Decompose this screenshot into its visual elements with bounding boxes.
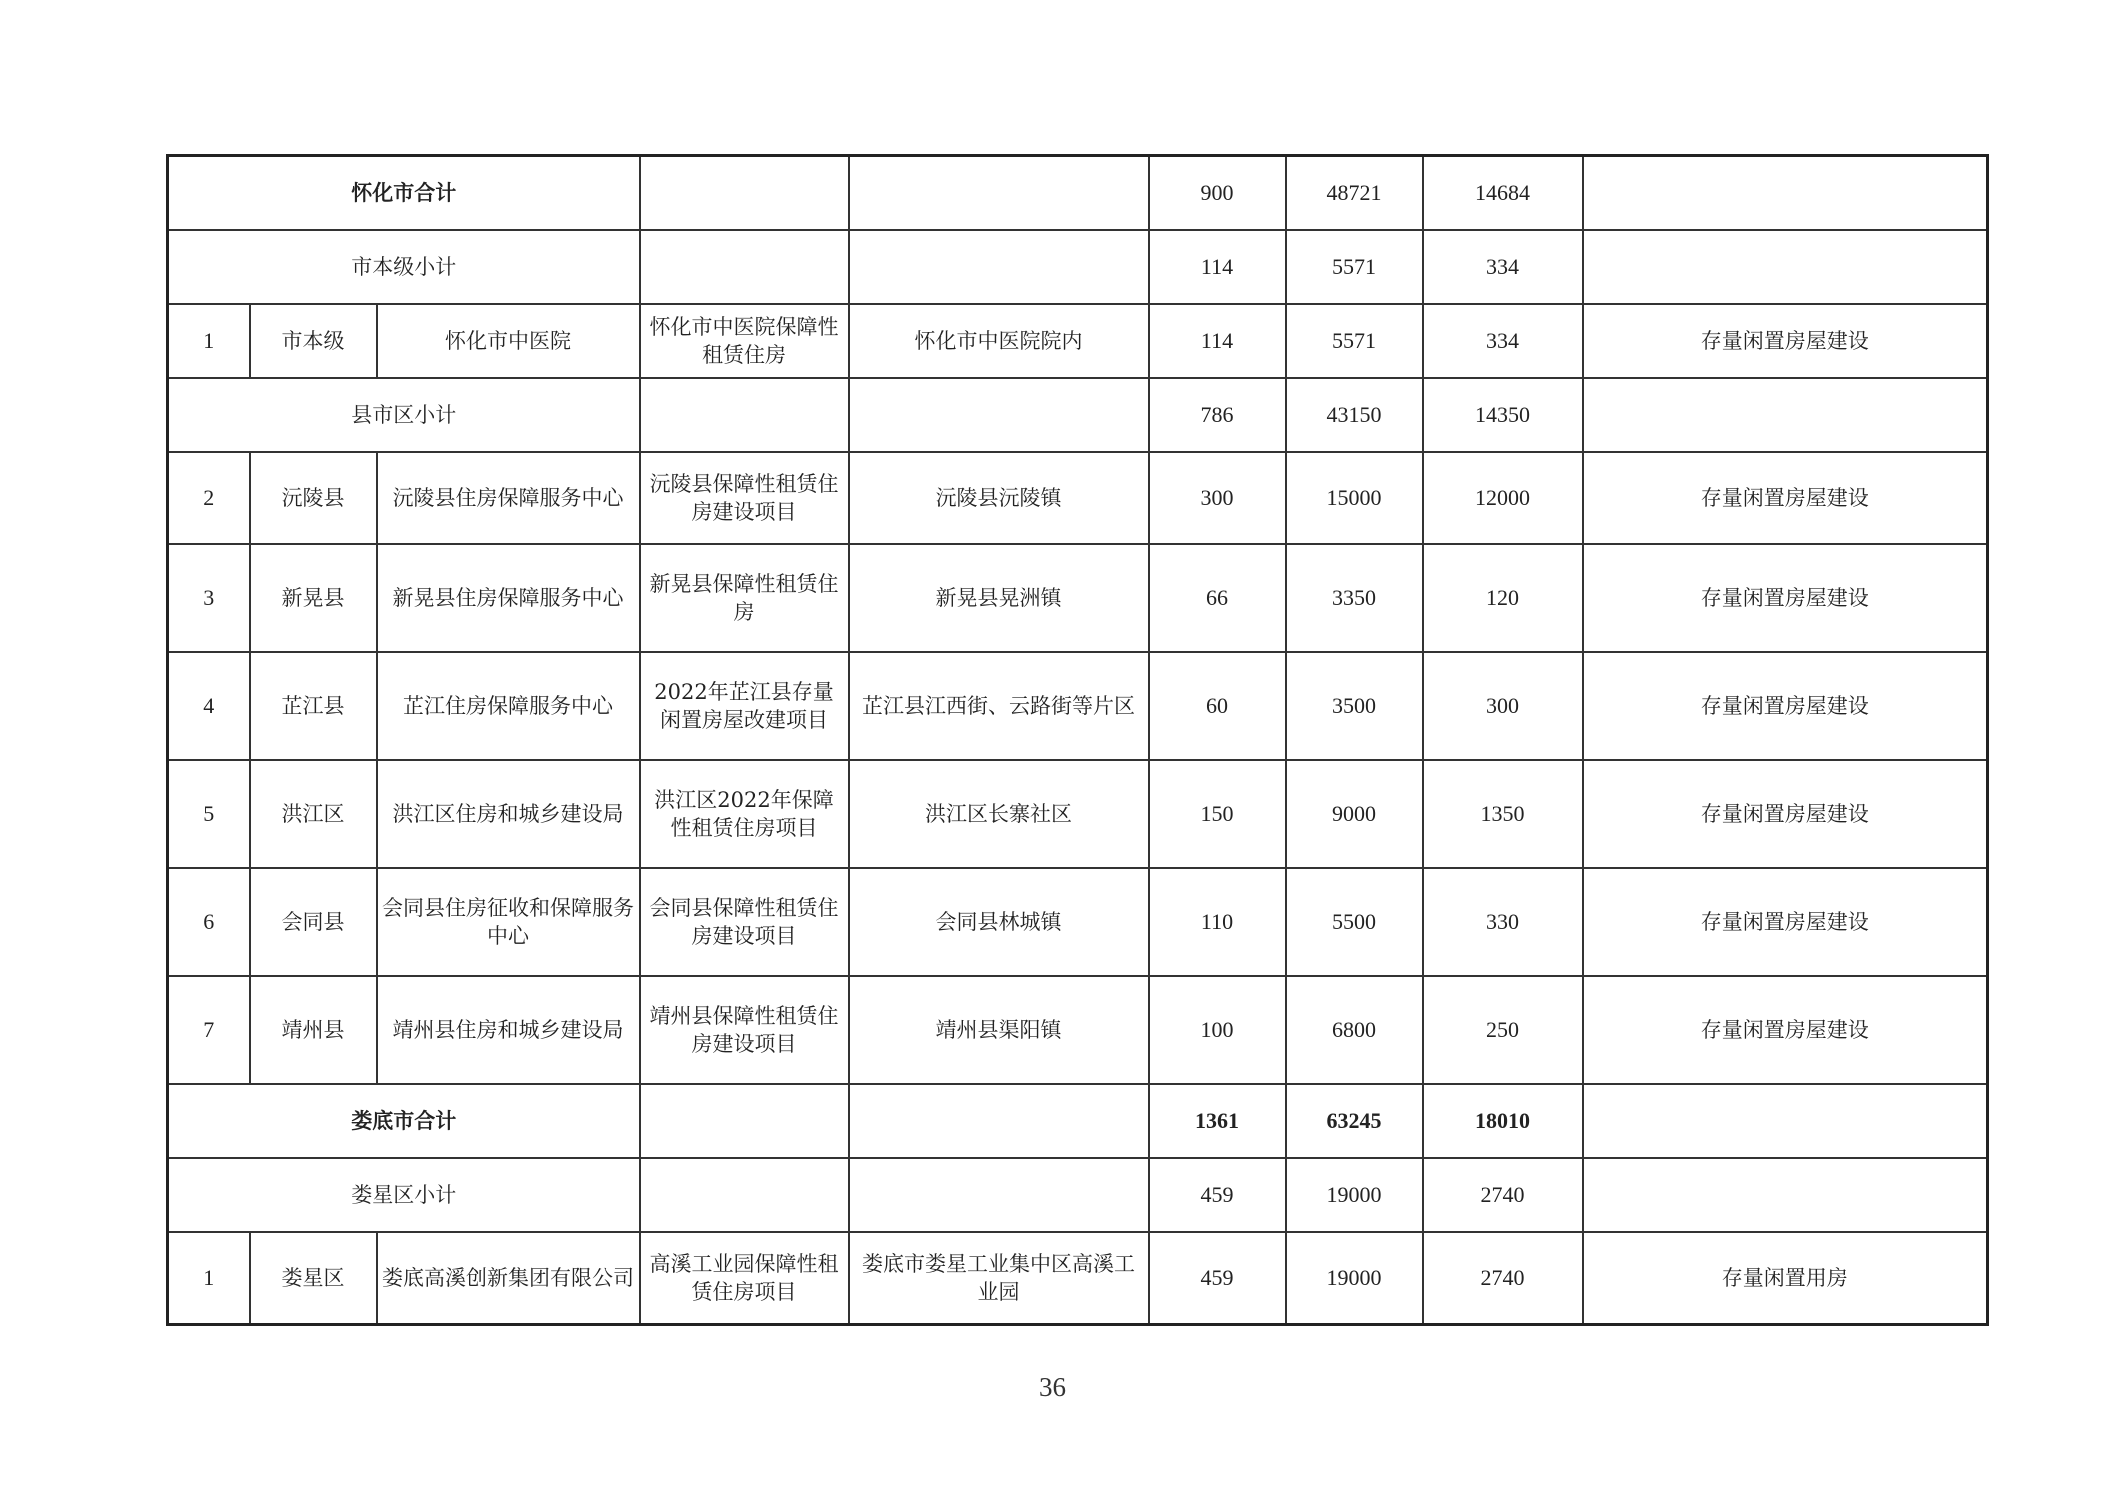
empty-cell: [849, 1158, 1149, 1232]
area-cell: 3500: [1286, 652, 1423, 760]
location-cell: 沅陵县沅陵镇: [849, 452, 1149, 544]
area-cell: 63245: [1286, 1084, 1423, 1158]
units-cell: 110: [1149, 868, 1286, 976]
empty-cell: [1583, 156, 1988, 231]
empty-cell: [849, 378, 1149, 452]
table-row: [168, 976, 1988, 1084]
row-number-cell: 3: [168, 544, 250, 652]
row-number-cell: 4: [168, 652, 250, 760]
area-cell: 5500: [1286, 868, 1423, 976]
unit-cell: 沅陵县住房保障服务中心: [377, 452, 640, 544]
empty-cell: [1583, 378, 1988, 452]
unit-cell: 怀化市中医院: [377, 304, 640, 378]
unit-cell: 靖州县住房和城乡建设局: [377, 976, 640, 1084]
location-cell: 芷江县江西街、云路街等片区: [849, 652, 1149, 760]
row-number-cell: 2: [168, 452, 250, 544]
investment-cell: 2740: [1423, 1158, 1583, 1232]
unit-cell: 洪江区住房和城乡建设局: [377, 760, 640, 868]
empty-cell: [849, 230, 1149, 304]
project-cell: 沅陵县保障性租赁住房建设项目: [640, 452, 849, 544]
investment-cell: 250: [1423, 976, 1583, 1084]
area-cell: 15000: [1286, 452, 1423, 544]
investment-cell: 12000: [1423, 452, 1583, 544]
investment-cell: 1350: [1423, 760, 1583, 868]
empty-cell: [640, 1084, 849, 1158]
project-cell: 洪江区2022年保障性租赁住房项目: [640, 760, 849, 868]
units-cell: 100: [1149, 976, 1286, 1084]
county-cell: 会同县: [250, 868, 377, 976]
location-cell: 新晃县晃洲镇: [849, 544, 1149, 652]
units-cell: 114: [1149, 304, 1286, 378]
table-row: [168, 452, 1988, 544]
project-cell: 2022年芷江县存量闲置房屋改建项目: [640, 652, 849, 760]
row-number-cell: 5: [168, 760, 250, 868]
county-cell: 芷江县: [250, 652, 377, 760]
county-cell: 娄星区: [250, 1232, 377, 1325]
row-number-cell: 6: [168, 868, 250, 976]
unit-cell: 新晃县住房保障服务中心: [377, 544, 640, 652]
investment-cell: 334: [1423, 230, 1583, 304]
table-row: [168, 156, 1988, 231]
empty-cell: [1583, 1158, 1988, 1232]
area-cell: 43150: [1286, 378, 1423, 452]
area-cell: 6800: [1286, 976, 1423, 1084]
table-row: [168, 1232, 1988, 1325]
county-subtotal-label: 县市区小计: [168, 378, 640, 452]
area-cell: 9000: [1286, 760, 1423, 868]
units-cell: 66: [1149, 544, 1286, 652]
table-row: [168, 652, 1988, 760]
investment-cell: 120: [1423, 544, 1583, 652]
area-cell: 19000: [1286, 1158, 1423, 1232]
louxing-subtotal-label: 娄星区小计: [168, 1158, 640, 1232]
units-cell: 60: [1149, 652, 1286, 760]
county-cell: 洪江区: [250, 760, 377, 868]
units-cell: 1361: [1149, 1084, 1286, 1158]
project-cell: 新晃县保障性租赁住房: [640, 544, 849, 652]
area-cell: 19000: [1286, 1232, 1423, 1325]
table-row: [168, 378, 1988, 452]
unit-cell: 会同县住房征收和保障服务中心: [377, 868, 640, 976]
type-cell: 存量闲置房屋建设: [1583, 760, 1988, 868]
investment-cell: 2740: [1423, 1232, 1583, 1325]
units-cell: 900: [1149, 156, 1286, 231]
row-number-cell: 1: [168, 1232, 250, 1325]
city-level-subtotal-label: 市本级小计: [168, 230, 640, 304]
units-cell: 459: [1149, 1232, 1286, 1325]
county-cell: 新晃县: [250, 544, 377, 652]
table-row: [168, 1084, 1988, 1158]
location-cell: 怀化市中医院院内: [849, 304, 1149, 378]
location-cell: 娄底市娄星工业集中区高溪工业园: [849, 1232, 1149, 1325]
row-number-cell: 1: [168, 304, 250, 378]
huaihua-total-label: 怀化市合计: [168, 156, 640, 231]
county-cell: 沅陵县: [250, 452, 377, 544]
table-row: [168, 760, 1988, 868]
empty-cell: [640, 378, 849, 452]
empty-cell: [640, 1158, 849, 1232]
location-cell: 会同县林城镇: [849, 868, 1149, 976]
empty-cell: [1583, 1084, 1988, 1158]
type-cell: 存量闲置房屋建设: [1583, 452, 1988, 544]
empty-cell: [640, 156, 849, 231]
row-number-cell: 7: [168, 976, 250, 1084]
area-cell: 5571: [1286, 304, 1423, 378]
type-cell: 存量闲置用房: [1583, 1232, 1988, 1325]
investment-cell: 330: [1423, 868, 1583, 976]
table-row: [168, 544, 1988, 652]
empty-cell: [849, 156, 1149, 231]
location-cell: 洪江区长寨社区: [849, 760, 1149, 868]
county-cell: 靖州县: [250, 976, 377, 1084]
project-cell: 怀化市中医院保障性租赁住房: [640, 304, 849, 378]
units-cell: 459: [1149, 1158, 1286, 1232]
units-cell: 300: [1149, 452, 1286, 544]
table-row: [168, 304, 1988, 378]
project-cell: 高溪工业园保障性租赁住房项目: [640, 1232, 849, 1325]
investment-cell: 334: [1423, 304, 1583, 378]
investment-cell: 14350: [1423, 378, 1583, 452]
units-cell: 150: [1149, 760, 1286, 868]
table-row: [168, 230, 1988, 304]
area-cell: 5571: [1286, 230, 1423, 304]
unit-cell: 芷江住房保障服务中心: [377, 652, 640, 760]
investment-cell: 300: [1423, 652, 1583, 760]
housing-project-table: [166, 154, 1989, 1326]
type-cell: 存量闲置房屋建设: [1583, 868, 1988, 976]
units-cell: 786: [1149, 378, 1286, 452]
investment-cell: 14684: [1423, 156, 1583, 231]
empty-cell: [849, 1084, 1149, 1158]
project-cell: 会同县保障性租赁住房建设项目: [640, 868, 849, 976]
empty-cell: [1583, 230, 1988, 304]
table-row: [168, 868, 1988, 976]
county-cell: 市本级: [250, 304, 377, 378]
unit-cell: 娄底高溪创新集团有限公司: [377, 1232, 640, 1325]
type-cell: 存量闲置房屋建设: [1583, 544, 1988, 652]
type-cell: 存量闲置房屋建设: [1583, 304, 1988, 378]
investment-cell: 18010: [1423, 1084, 1583, 1158]
area-cell: 3350: [1286, 544, 1423, 652]
type-cell: 存量闲置房屋建设: [1583, 652, 1988, 760]
units-cell: 114: [1149, 230, 1286, 304]
table-row: [168, 1158, 1988, 1232]
area-cell: 48721: [1286, 156, 1423, 231]
location-cell: 靖州县渠阳镇: [849, 976, 1149, 1084]
empty-cell: [640, 230, 849, 304]
loudi-total-label: 娄底市合计: [168, 1084, 640, 1158]
page-number: 36: [1039, 1372, 1066, 1402]
project-cell: 靖州县保障性租赁住房建设项目: [640, 976, 849, 1084]
type-cell: 存量闲置房屋建设: [1583, 976, 1988, 1084]
